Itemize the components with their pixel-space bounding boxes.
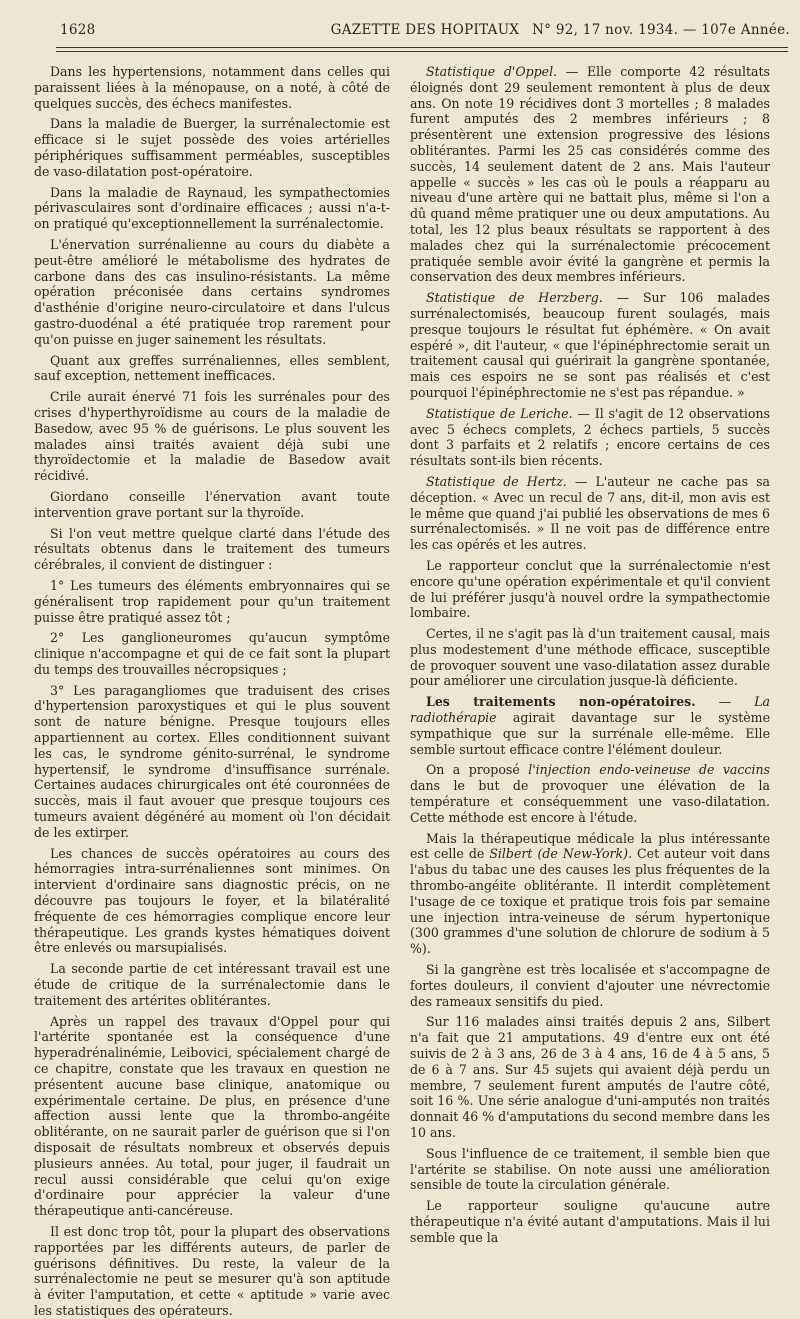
paragraph: Statistique d'Oppel. — Elle comporte 42 résultats éloignés dont 29 seulement remontent à plus de deux ans. On note 19 récidives dont 3 mortelles ; 8 malades furent amputés des 2 membres inférieurs ; 8 présentèrent une extension progressive des lésions oblitérantes. Parmi les 25 cas considérés comme des succès, 14 seulement datent de 2 ans. Mais l'auteur appelle « succès » les cas où le pouls a réapparu au niveau d'une artère qui ne battait plus, même si l'on a dû quand même pratiquer une ou deux amputations. Au total, les 12 plus beaux résultats se rapportent à des malades chez qui la surrénalectomie précocement pratiquée semble avoir évité la gangrène et permis la conservation des deux membres inférieurs.: [410, 64, 770, 285]
paragraph: Certes, il ne s'agit pas là d'un traitement causal, mais plus modestement d'une méthode efficace, susceptible de provoquer souvent une vaso-dilatation assez durable pour améliorer une circulation jusque-là déficiente.: [410, 626, 770, 689]
paragraph: Giordano conseille l'énervation avant toute intervention grave portant sur la thyroïde.: [34, 488, 390, 520]
paragraph: Mais la thérapeutique médicale la plus intéressante est celle de Silbert (de New-York). Cet auteur voit dans l'abus du tabac une des causes les plus fréquentes de la thrombo-angéite oblitérante. Il interdit complètement l'usage de ce toxique et pratique trois fois par semaine une injection intra-veineuse de sérum hypertonique (300 grammes d'une solution de chlorure de sodium à 5 %).: [410, 830, 770, 957]
paragraph: Les chances de succès opératoires au cours des hémorragies intra-surrénaliennes sont minimes. On intervient d'ordinaire sans diagnostic précis, on ne découvre pas toujours le foyer, et la bilatéralité fréquente de ces hémorragies complique encore leur thérapeutique. Les grands kystes hématiques doivent être enlevés ou marsupialisés.: [34, 845, 390, 956]
list-item: 2° Les ganglioneuromes qu'aucun symptôme clinique n'accompagne et qui de ce fait sont la plupart du temps des trouvailles nécropsiques ;: [34, 630, 390, 677]
paragraph: Si la gangrène est très localisée et s'accompagne de fortes douleurs, il convient d'ajouter une névrectomie des rameaux sensitifs du pied.: [410, 962, 770, 1009]
left-column: [34, 64, 390, 1318]
subheading: Statistique de Hertz.: [426, 473, 567, 489]
paragraph: On a proposé l'injection endo-veineuse de vaccins dans le but de provoquer une élévation de la température et conséquemment une vaso-dilatation. Cette méthode est encore à l'étude.: [410, 762, 770, 825]
issue-info: N° 92, 17 nov. 1934. — 107e Année.: [532, 22, 790, 38]
paragraph: Le rapporteur souligne qu'aucune autre thérapeutique n'a évité autant d'amputations. Mais il lui semble que la: [410, 1198, 770, 1245]
paragraph: Sous l'influence de ce traitement, il semble bien que l'artérite se stabilise. On note aussi une amélioration sensible de toute la circulation générale.: [410, 1145, 770, 1193]
subheading: Statistique de Herzberg.: [426, 290, 603, 306]
header-rule: [56, 47, 788, 48]
section-heading: Les traitements non-opératoires.: [426, 694, 696, 710]
paragraph: Statistique de Hertz. — L'auteur ne cache pas sa déception. « Avec un recul de 7 ans, dit-il, mon avis est le même que quand j'ai publié les observations de mes 6 surrénalectomisés. » Il ne voit pas de différence entre les cas opérés et les autres.: [410, 473, 770, 553]
journal-title: GAZETTE DES HOPITAUX: [330, 22, 520, 38]
right-column: [410, 64, 770, 1245]
paragraph: Le rapporteur conclut que la surrénalectomie n'est encore qu'une opération expérimentale et qu'il convient de lui préférer jusqu'à nouvel ordre la sympathectomie lombaire.: [410, 557, 770, 621]
paragraph: Il est donc trop tôt, pour la plupart des observations rapportées par les différents auteurs, de parler de guérisons définitives. Du reste, la valeur de la surrénalectomie ne peut se mesurer qu'à son aptitude à éviter l'amputation, et cette « aptitude » varie avec les statistiques des opérateurs.: [34, 1223, 390, 1318]
list-item: 3° Les paragangliomes que traduisent des crises d'hypertension paroxystiques et qui le plus souvent sont de nature bénigne. Presque toujours elles appartiennent au cortex. Elles conditionnent suivant les cas, le syndrome génito-surrénal, le syndrome hypertensif, le syndrome d'insuffisance surrénale. Certaines audaces chirurgicales ont été couronnées de succès, mais il faut avouer que presque toujours ces tumeurs avaient dégénéré au moment où l'on décidait de les extirper.: [34, 682, 390, 840]
header-rule-double: [56, 51, 788, 52]
paragraph: Statistique de Herzberg. — Sur 106 malades surrénalectomisés, beaucoup furent soulagés, mais presque toujours le résultat fut éphémère. « On avait espéré », dit l'auteur, « que l'épinéphrectomie serait un traitement causal qui guérirait la gangrène spontanée, mais ces espoirs ne se sont pas réalisés et c'est pourquoi l'épinéphrectomie ne s'est pas répandue. »: [410, 290, 770, 400]
paragraph: Dans la maladie de Buerger, la surrénalectomie est efficace si le sujet possède des voies artérielles périphériques suffisamment perméables, susceptibles de vaso-dilatation post-opératoire.: [34, 116, 390, 179]
paragraph: Sur 116 malades ainsi traités depuis 2 ans, Silbert n'a fait que 21 amputations. 49 d'entre eux ont été suivis de 2 à 3 ans, 26 de 3 à 4 ans, 16 de 4 à 5 ans, 5 de 6 à 7 ans. Sur 45 sujets qui avaient déjà perdu un membre, 7 seulement furent amputés de l'autre côté, soit 16 %. Une série analogue d'uni-amputés non traités donnait 46 % d'amputations du second membre dans les 10 ans.: [410, 1014, 770, 1140]
paragraph: Si l'on veut mettre quelque clarté dans l'étude des résultats obtenus dans le traitement des tumeurs cérébrales, il convient de distinguer :: [34, 525, 390, 573]
paragraph: La seconde partie de cet intéressant travail est une étude de critique de la surrénalectomie dans le traitement des artérites oblitérantes.: [34, 961, 390, 1008]
paragraph: Les traitements non-opératoires. — La radiothérapie agirait davantage sur le système sympathique que sur la surrénale elle-même. Elle semble surtout efficace contre l'élément douleur.: [410, 694, 770, 757]
paragraph: Statistique de Leriche. — Il s'agit de 12 observations avec 5 échecs complets, 2 échecs partiels, 5 succès dont 3 parfaits et 2 relatifs ; encore certains de ces résultats sont-ils bien récents.: [410, 405, 770, 469]
paragraph: Après un rappel des travaux d'Oppel pour qui l'artérite spontanée est la conséquence d'une hyperadrénalinémie, Leibovici, spécialement chargé de ce chapitre, constate que les travaux en question ne présentent aucune base clinique, anatomique ou expérimentale certaine. De plus, en présence d'une affection aussi lente que la thrombo-angéite oblitérante, on ne saurait parler de guérison que si l'on disposait de résultats nombreux et observés depuis plusieurs années. Au total, pour juger, il faudrait un recul aussi considérable que celui qu'on exige d'ordinaire pour apprécier la valeur d'une thérapeutique anti-cancéreuse.: [34, 1013, 390, 1219]
subheading: Statistique d'Oppel.: [426, 64, 558, 79]
paragraph: Crile aurait énervé 71 fois les surrénales pour des crises d'hyperthyroïdisme au cours de la maladie de Basedow, avec 95 % de guérisons. Le plus souvent les malades ainsi traités avaient déjà subi une thyroïdectomie et la maladie de Basedow avait récidivé.: [34, 389, 390, 484]
list-item: 1° Les tumeurs des éléments embryonnaires qui se généralisent trop rapidement pour qu'un traitement puisse être pratiqué assez tôt ;: [34, 577, 390, 625]
subheading: Statistique de Leriche.: [426, 405, 573, 421]
paragraph: Quant aux greffes surrénaliennes, elles semblent, sauf exception, nettement inefficaces.: [34, 352, 390, 384]
paragraph: Dans les hypertensions, notamment dans celles qui paraissent liées à la ménopause, on a noté, à côté de quelques succès, des échecs manifestes.: [34, 64, 390, 111]
paragraph: Dans la maladie de Raynaud, les sympathectomies périvasculaires sont d'ordinaire efficaces ; aussi n'a-t-on pratiqué qu'exceptionnellement la surrénalectomie.: [34, 184, 390, 232]
running-header: [60, 18, 790, 44]
page-number: 1628: [60, 22, 96, 38]
paragraph: L'énervation surrénalienne au cours du diabète a peut-être amélioré le métabolisme des hydrates de carbone dans des cas insulino-résistants. La même opération préconisée dans certains syndromes d'asthénie d'origine neuro-circulatoire et dans l'ulcus gastro-duodénal a été pratiquée trop rarement pour qu'on puisse en juger sainement les résultats.: [34, 236, 390, 347]
